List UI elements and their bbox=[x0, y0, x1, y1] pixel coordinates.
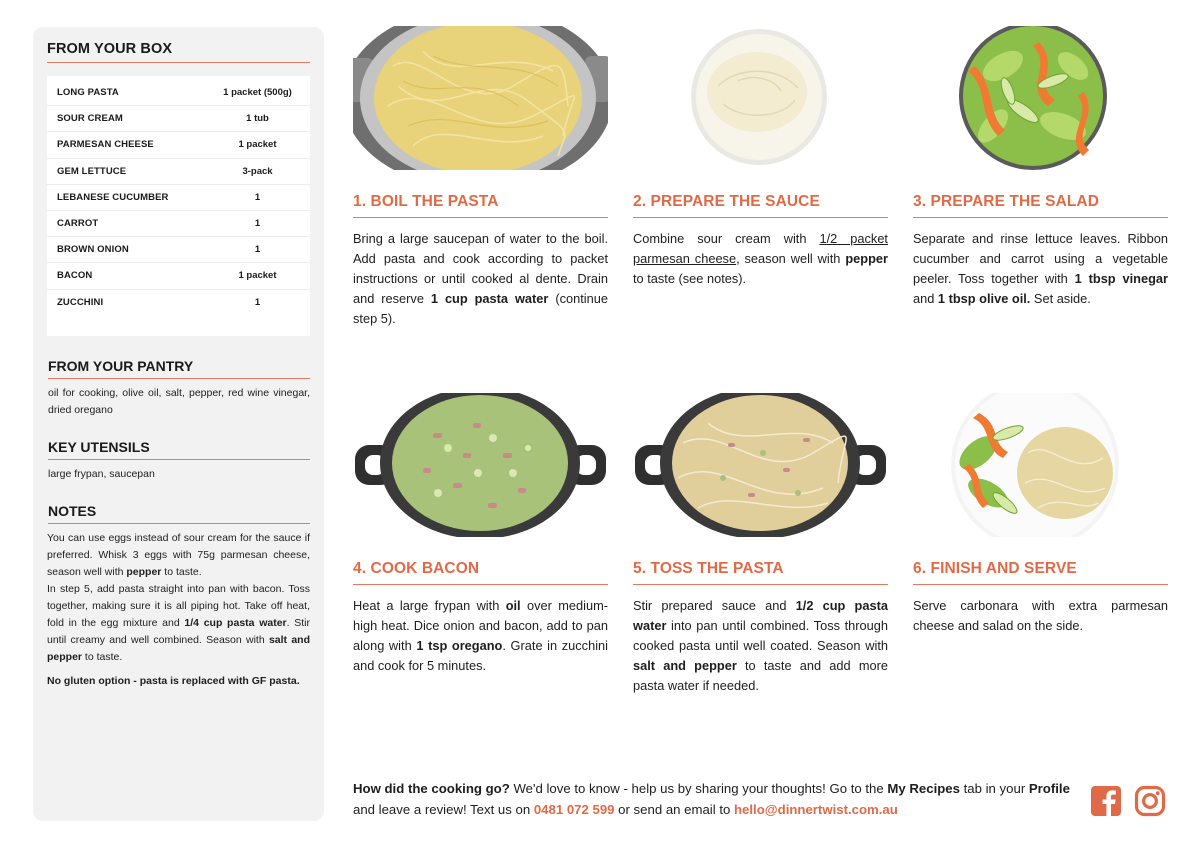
step-2-title: 2. PREPARE THE SAUCE bbox=[633, 193, 888, 218]
ingredient-qty: 3-pack bbox=[242, 165, 273, 177]
ingredient-qty: 1 bbox=[254, 297, 261, 309]
notes-text: You can use eggs instead of sour cream for the sauce if preferred. Whisk 3 eggs with 75g parmesan cheese, season well with bbox=[47, 531, 310, 578]
step-text-part: Heat a large frypan with bbox=[353, 598, 506, 613]
step-1-text bbox=[353, 229, 608, 329]
step-5-image bbox=[633, 393, 888, 537]
footer-bold: Profile bbox=[1028, 781, 1070, 796]
salad-bowl-image bbox=[913, 26, 1168, 170]
pantry-title: FROM YOUR PANTRY bbox=[48, 358, 310, 379]
footer-text: tab in your bbox=[959, 781, 1029, 796]
ingredient-name: CARROT bbox=[57, 218, 99, 230]
facebook-icon bbox=[1090, 785, 1122, 817]
step-text-part: Set aside. bbox=[1030, 291, 1091, 306]
ingredient-row bbox=[47, 237, 310, 263]
notes-paragraph bbox=[47, 581, 310, 666]
utensils-text: large frypan, saucepan bbox=[48, 467, 155, 480]
step-text-part: . Grate in zucchini and cook for 5 minutes. bbox=[353, 638, 609, 673]
ingredient-qty: 1 packet bbox=[238, 270, 277, 282]
footer-bold: My Recipes bbox=[887, 781, 960, 796]
utensils-title: KEY UTENSILS bbox=[48, 439, 310, 460]
step-text-bold: 1 cup pasta water bbox=[430, 291, 549, 306]
notes-bold: 1/4 cup pasta water bbox=[184, 616, 287, 629]
email-link[interactable]: hello@dinnertwist.com.au bbox=[734, 802, 898, 817]
pasta-frypan-image bbox=[633, 393, 888, 537]
ingredient-name: BACON bbox=[57, 270, 93, 282]
instagram-icon bbox=[1134, 785, 1166, 817]
step-6-text bbox=[913, 596, 1168, 636]
step-2-text bbox=[633, 229, 888, 289]
step-3-text bbox=[913, 229, 1168, 309]
step-4-title: 4. COOK BACON bbox=[353, 560, 608, 585]
step-text-part: , season well with bbox=[736, 251, 846, 266]
box-title: FROM YOUR BOX bbox=[47, 41, 310, 63]
sour-cream-bowl-image bbox=[633, 26, 888, 170]
step-5-text bbox=[633, 596, 888, 696]
notes-text: In step 5, add pasta straight into pan with bacon. Toss together, making sure it is all piping hot. Take off heat, fold in the egg mixture and bbox=[47, 582, 310, 629]
notes-gluten: No gluten option - pasta is replaced with GF pasta. bbox=[47, 674, 300, 687]
served-plate-image bbox=[913, 393, 1168, 537]
sidebar bbox=[33, 27, 324, 821]
notes-paragraph bbox=[47, 673, 310, 690]
step-3-image bbox=[913, 26, 1168, 170]
step-1-image bbox=[353, 26, 608, 170]
ingredient-qty: 1 tub bbox=[246, 113, 269, 125]
ingredient-row bbox=[47, 159, 310, 185]
ingredient-qty: 1 bbox=[254, 244, 261, 256]
footer-text: and leave a review! Text us on bbox=[353, 802, 534, 817]
ingredient-name: ZUCCHINI bbox=[57, 297, 104, 309]
ingredient-row bbox=[47, 106, 310, 132]
step-4-text bbox=[353, 596, 608, 676]
utensils-section bbox=[47, 439, 310, 483]
step-6 bbox=[913, 393, 1168, 636]
step-text-bold: salt and pepper bbox=[633, 658, 737, 673]
step-text-part: Combine sour cream with bbox=[633, 231, 820, 246]
step-text-bold: 1/2 cup pasta water bbox=[633, 598, 888, 633]
ingredient-row bbox=[47, 263, 310, 289]
notes-bold: pepper bbox=[126, 565, 162, 578]
step-3 bbox=[913, 26, 1168, 309]
ingredients-table bbox=[47, 76, 310, 336]
pantry-text: oil for cooking, olive oil, salt, pepper, red wine vinegar, dried oregano bbox=[48, 386, 310, 416]
ingredient-row bbox=[47, 80, 310, 106]
step-text-bold: oil bbox=[505, 598, 521, 613]
step-text-part: (continue step 5). bbox=[353, 291, 608, 326]
step-text-part: to taste (see notes). bbox=[633, 271, 747, 286]
step-text-part: Stir prepared sauce and bbox=[633, 598, 796, 613]
step-text-part: Separate and rinse lettuce leaves. Ribbon cucumber and carrot using a vegetable peeler. Toss together with bbox=[913, 231, 1168, 286]
step-3-title: 3. PREPARE THE SALAD bbox=[913, 193, 1168, 218]
step-4-image bbox=[353, 393, 608, 537]
notes-text: . Stir until creamy and well combined. Season with bbox=[47, 616, 310, 646]
notes-text: to taste. bbox=[82, 650, 123, 663]
step-text-part: and bbox=[913, 291, 938, 306]
pasta-pot-image bbox=[353, 26, 608, 170]
step-6-title: 6. FINISH AND SERVE bbox=[913, 560, 1168, 585]
step-text-bold: 1 tbsp olive oil. bbox=[937, 291, 1031, 306]
step-6-image bbox=[913, 393, 1168, 537]
step-2 bbox=[633, 26, 888, 289]
ingredient-row bbox=[47, 132, 310, 158]
step-5-title: 5. TOSS THE PASTA bbox=[633, 560, 888, 585]
step-text-underline: 1/2 packet parmesan cheese bbox=[633, 231, 888, 266]
step-text-part: Serve carbonara with extra parmesan cheese and salad on the side. bbox=[913, 598, 1168, 633]
phone-link[interactable]: 0481 072 599 bbox=[533, 802, 615, 817]
step-5 bbox=[633, 393, 888, 696]
ingredient-name: BROWN ONION bbox=[57, 244, 129, 256]
step-1 bbox=[353, 26, 608, 329]
footer-bold: How did the cooking go? bbox=[353, 781, 510, 796]
ingredient-qty: 1 bbox=[254, 218, 261, 230]
ingredient-name: GEM LETTUCE bbox=[57, 165, 127, 177]
pantry-section bbox=[47, 358, 310, 419]
step-text-part: Bring a large saucepan of water to the boil. Add pasta and cook according to packet instructions or until cooked al dente. Drain and reserve bbox=[353, 231, 608, 306]
ingredient-qty: 1 packet (500g) bbox=[223, 87, 292, 99]
footer-text: or send an email to bbox=[614, 802, 734, 817]
ingredient-name: LONG PASTA bbox=[57, 87, 119, 99]
step-text-bold: pepper bbox=[845, 251, 888, 266]
step-text-bold: 1 tsp oregano bbox=[416, 638, 503, 653]
step-text-part: over medium-high heat. Dice onion and bacon, add to pan along with bbox=[353, 598, 608, 653]
notes-title: NOTES bbox=[48, 503, 310, 524]
notes-text: to taste. bbox=[161, 565, 202, 578]
facebook-link[interactable] bbox=[1090, 785, 1122, 817]
ingredient-row bbox=[47, 290, 310, 316]
notes-section bbox=[47, 503, 310, 690]
ingredient-qty: 1 packet bbox=[238, 139, 277, 151]
notes-bold: salt and pepper bbox=[47, 633, 310, 663]
step-4 bbox=[353, 393, 608, 676]
ingredient-row bbox=[47, 211, 310, 237]
notes-paragraph bbox=[47, 530, 310, 581]
footer-text: We'd love to know - help us by sharing your thoughts! Go to the bbox=[509, 781, 888, 796]
ingredient-name: SOUR CREAM bbox=[57, 113, 123, 125]
ingredient-row bbox=[47, 185, 310, 211]
step-text-bold: 1 tbsp vinegar bbox=[1074, 271, 1168, 286]
step-2-image bbox=[633, 26, 888, 170]
ingredient-name: LEBANESE CUCUMBER bbox=[57, 191, 169, 203]
ingredient-qty: 1 bbox=[254, 191, 261, 203]
bacon-frypan-image bbox=[353, 393, 608, 537]
step-text-part: to taste and add more pasta water if needed. bbox=[633, 658, 888, 693]
step-text-part: into pan until combined. Toss through cooked pasta until well coated. Season with bbox=[633, 618, 888, 653]
feedback-footer bbox=[353, 778, 1073, 820]
instagram-link[interactable] bbox=[1134, 785, 1166, 817]
step-1-title: 1. BOIL THE PASTA bbox=[353, 193, 608, 218]
ingredient-name: PARMESAN CHEESE bbox=[57, 139, 154, 151]
